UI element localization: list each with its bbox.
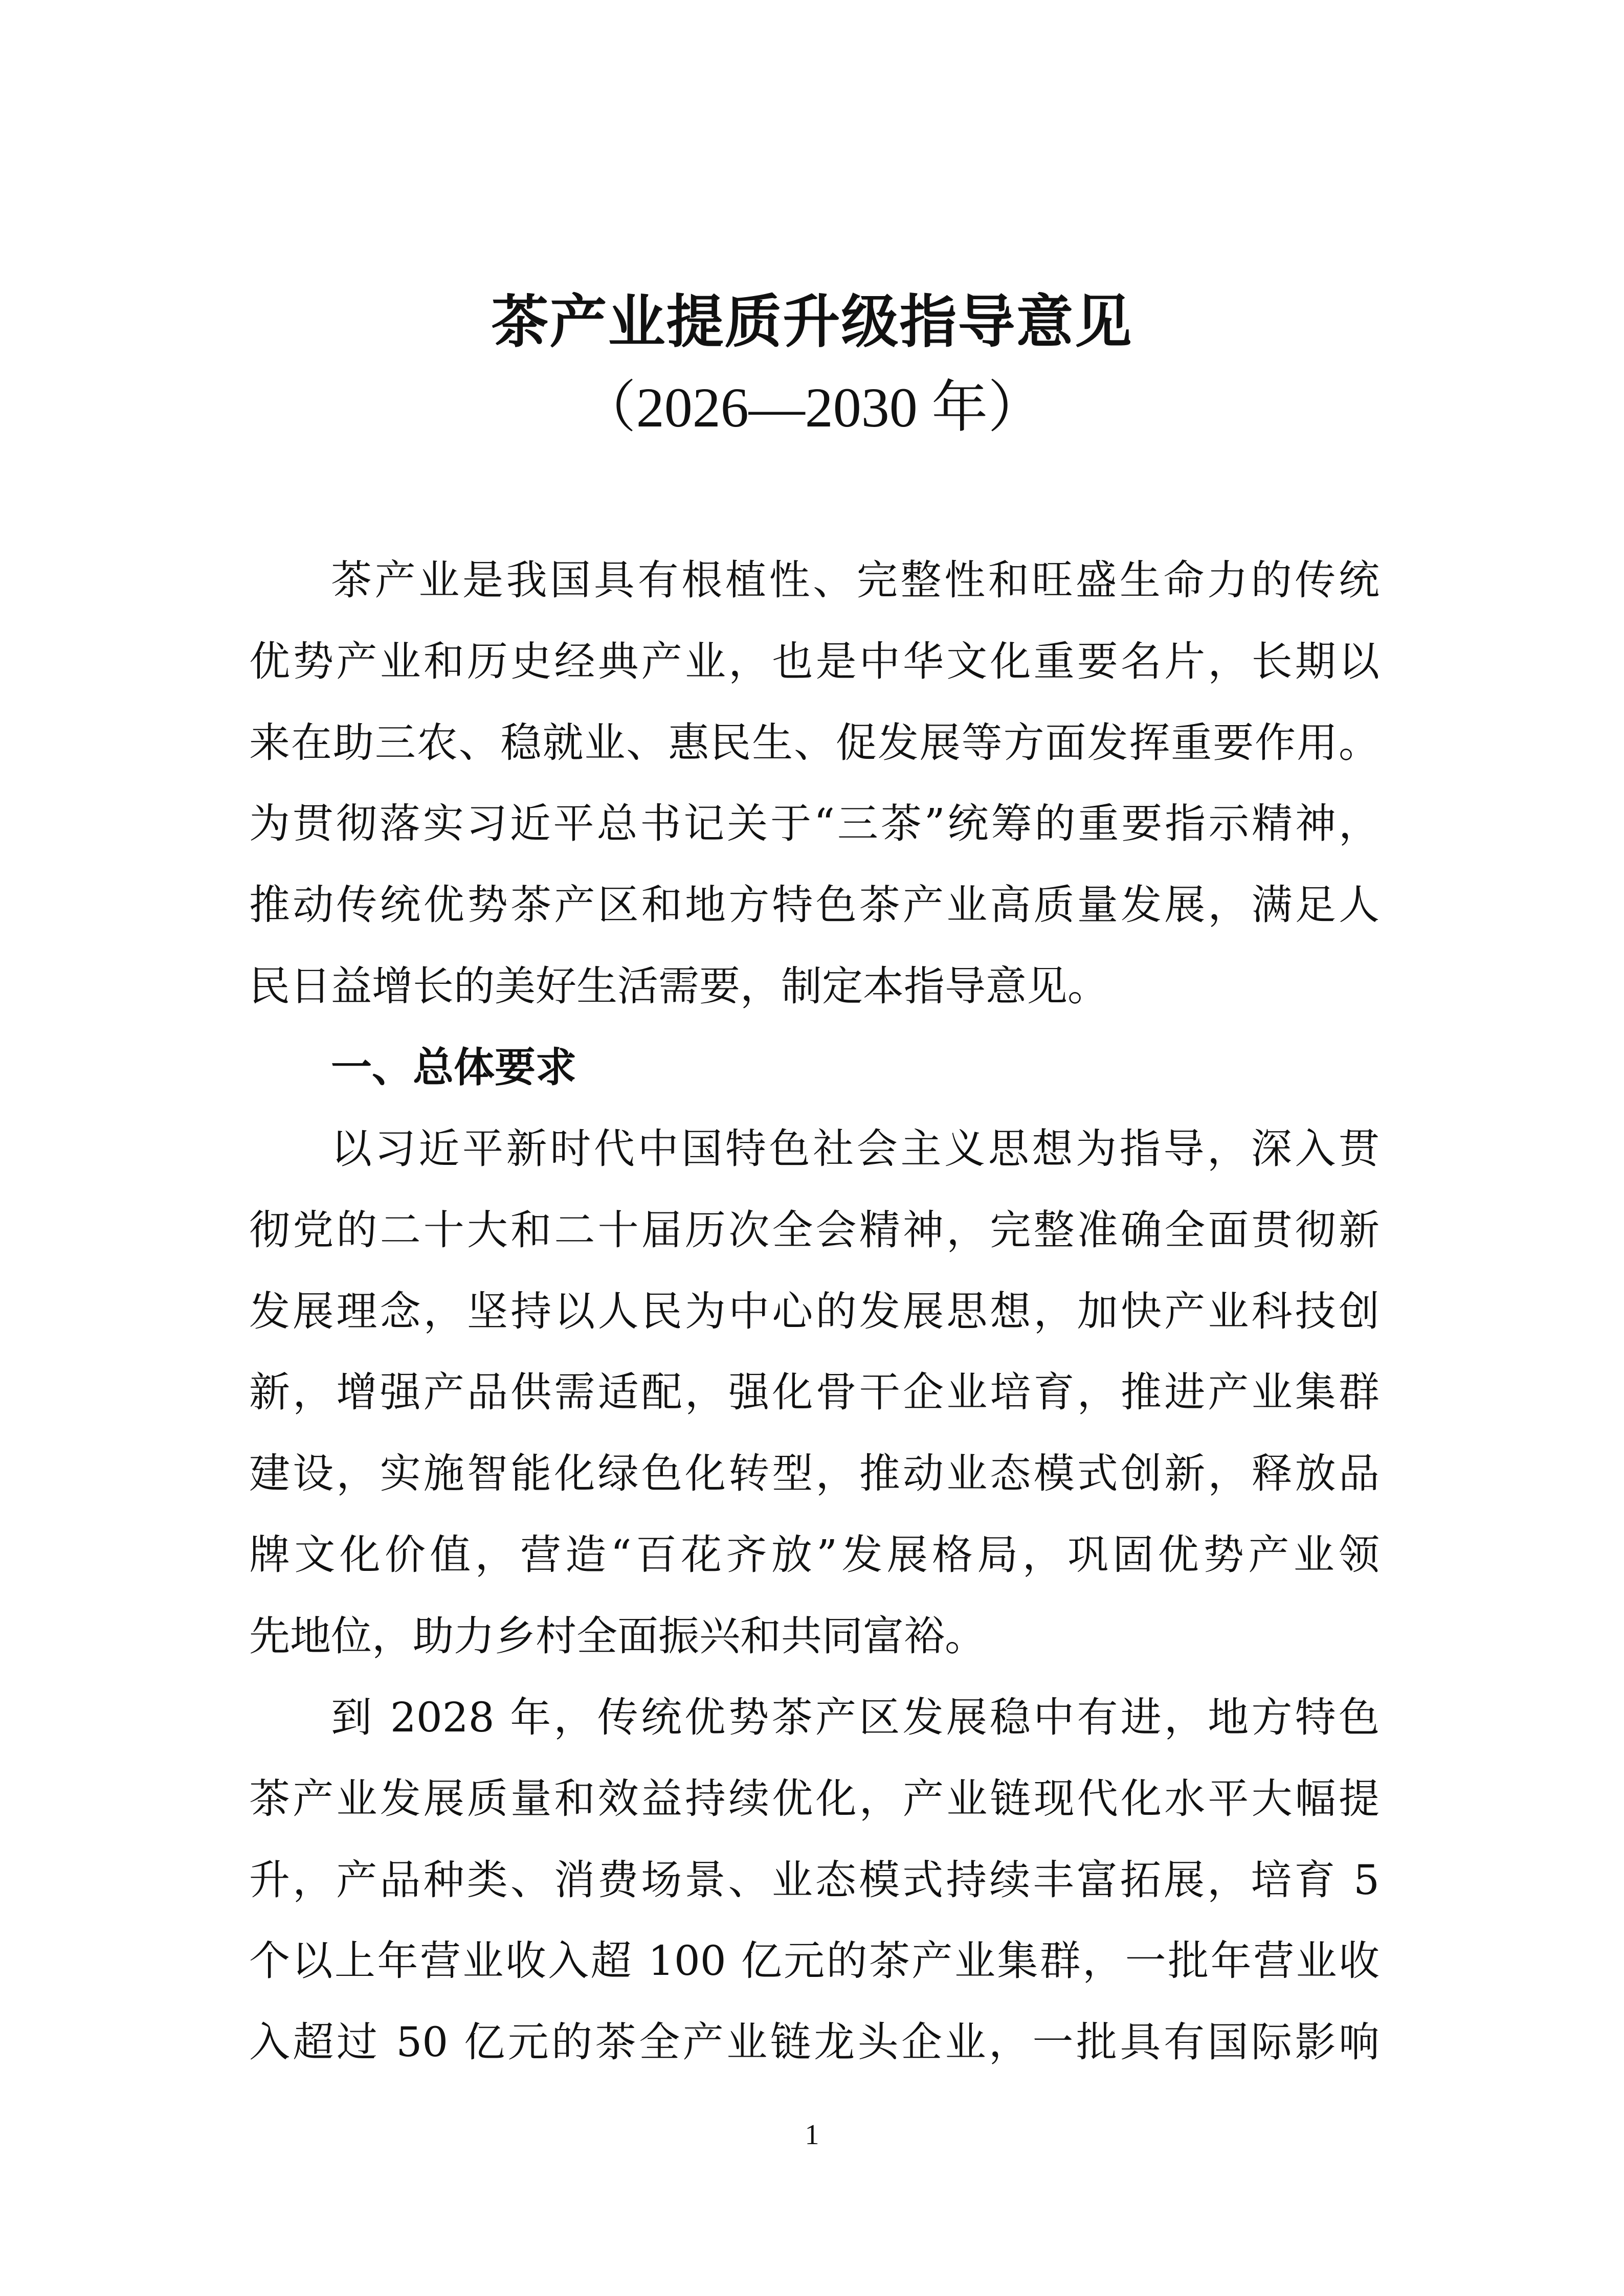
- section-1-paragraph-1: [249, 1109, 1380, 1677]
- paragraph-line: 优势产业和历史经典产业，也是中华文化重要名片，长期以: [249, 637, 1380, 685]
- paragraph-line: 入超过 50 亿元的茶全产业链龙头企业，一批具有国际影响: [249, 2018, 1380, 2066]
- section-heading: 一、总体要求: [331, 1044, 576, 1091]
- document-title: 茶产业提质升级指导意见: [491, 288, 1133, 355]
- paragraph-line: 茶产业是我国具有根植性、完整性和旺盛生命力的传统: [331, 556, 1380, 604]
- intro-paragraph: [249, 540, 1380, 1027]
- page-number: 1: [805, 2119, 819, 2151]
- paragraph-line: 到 2028 年，传统优势茶产区发展稳中有进，地方特色: [331, 1694, 1380, 1741]
- paragraph-line: 牌文化价值，营造“百花齐放”发展格局，巩固优势产业领: [249, 1530, 1380, 1579]
- paragraph-line: 建设，实施智能化绿色化转型，推动业态模式创新，释放品: [249, 1450, 1380, 1498]
- paragraph-line: 来在助三农、稳就业、惠民生、促发展等方面发挥重要作用。: [249, 718, 1380, 767]
- paragraph-line: 新，增强产品供需适配，强化骨干企业培育，推进产业集群: [249, 1368, 1380, 1416]
- paragraph-line: 以习近平新时代中国特色社会主义思想为指导，深入贯: [331, 1125, 1380, 1173]
- paragraph-line: 先地位，助力乡村全面振兴和共同富裕。: [249, 1612, 986, 1660]
- document-subtitle: （2026—2030 年）: [580, 376, 1044, 439]
- paragraph-line: 推动传统优势茶产区和地方特色茶产业高质量发展，满足人: [249, 881, 1380, 929]
- paragraph-line: 为贯彻落实习近平总书记关于“三茶”统筹的重要指示精神，: [249, 800, 1380, 848]
- paragraph-line: 升，产品种类、消费场景、业态模式持续丰富拓展，培育 5: [249, 1856, 1380, 1904]
- paragraph-line: 民日益增长的美好生活需要，制定本指导意见。: [249, 962, 1108, 1010]
- paragraph-line: 个以上年营业收入超 100 亿元的茶产业集群，一批年营业收: [249, 1937, 1380, 1985]
- paragraph-line: 茶产业发展质量和效益持续优化，产业链现代化水平大幅提: [249, 1774, 1380, 1822]
- paragraph-line: 发展理念，坚持以人民为中心的发展思想，加快产业科技创: [249, 1287, 1380, 1335]
- paragraph-line: 彻党的二十大和二十届历次全会精神，完整准确全面贯彻新: [249, 1206, 1380, 1254]
- section-1-paragraph-2: [249, 1677, 1380, 2083]
